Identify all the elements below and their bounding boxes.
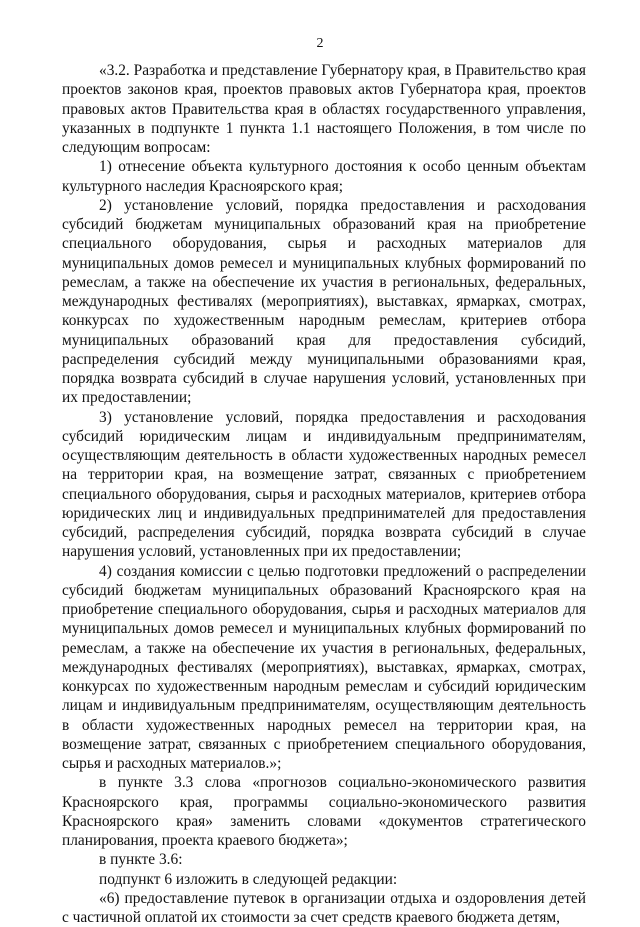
paragraph-subitem-6-intro: подпункт 6 изложить в следующей редакции:: [99, 870, 398, 888]
paragraph-item-4: 4) создания комиссии с целью подготовки предложений о распределении субсидий бюджетам муниципальных образований Красноярского края на приобретение специального оборудования, сырья и расходных материалов для муниципальных домов ремесел и муниципальных клубных формирований по ремеслам, а также на обеспечение их участия в региональных, федеральных, международных фестивалях (мероприятиях), выставках, ярмарках, смотрах, конкурсах по художественным народным ремеслам и субсидий юридическим лицам и индивидуальным предпринимателям, осуществляющим деятельность в области художественных народных ремесел на территории края, на возмещение затрат, связанных с приобретением специального оборудования, сырья и расходных материалов.»;: [62, 562, 586, 772]
document-body: [62, 61, 586, 927]
paragraph-3-2: «3.2. Разработка и представление Губернатору края, в Правительство края проектов законов края, проектов правовых актов Губернатора края, проектов правовых актов Правительства края в областях государственного управления, указанных в подпункте 1 пункта 1.1 настоящего Положения, в том числе по следующим вопросам:: [62, 62, 586, 156]
paragraph-item-1: 1) отнесение объекта культурного достояния к особо ценным объектам культурного наследия Красноярского края;: [62, 158, 586, 195]
paragraph-3-3: в пункте 3.3 слова «прогнозов социально-экономического развития Красноярского края, программы социально-экономического развития Красноярского края» заменить словами «документов стратегического планирования, проекта краевого бюджета»;: [62, 774, 586, 849]
paragraph-item-2: 2) установление условий, порядка предоставления и расходования субсидий бюджетам муниципальных образований края на приобретение специального оборудования, сырья и расходных материалов для муниципальных домов ремесел и муниципальных клубных формирований по ремеслам, а также на обеспечение их участия в региональных, федеральных, международных фестивалях (мероприятиях), выставках, ярмарках, смотрах, конкурсах по художественным народным ремеслам, критериев отбора муниципальных образований края для предоставления субсидий, распределения субсидий между муниципальными образованиями края, порядка возврата субсидий в случае нарушения условий, установленных при их предоставлении;: [62, 196, 586, 407]
paragraph-subitem-6: «6) предоставление путевок в организации отдыха и оздоровления детей с частичной оплатой их стоимости за счет средств краевого бюджета детям,: [62, 889, 586, 926]
paragraph-3-6: в пункте 3.6:: [99, 851, 183, 869]
paragraph-item-3: 3) установление условий, порядка предоставления и расходования субсидий юридическим лицам и индивидуальным предпринимателям, осуществляющим деятельность в области художественных народных ремесел на территории края, на возмещение затрат, связанных с приобретением специального оборудования, сырья и расходных материалов, критериев отбора юридических лиц и индивидуальных предпринимателей для предоставления субсидий, распределения субсидий, порядка возврата субсидий в случае нарушения условий, установленных при их предоставлении;: [62, 408, 586, 561]
page-number: 2: [316, 36, 324, 51]
